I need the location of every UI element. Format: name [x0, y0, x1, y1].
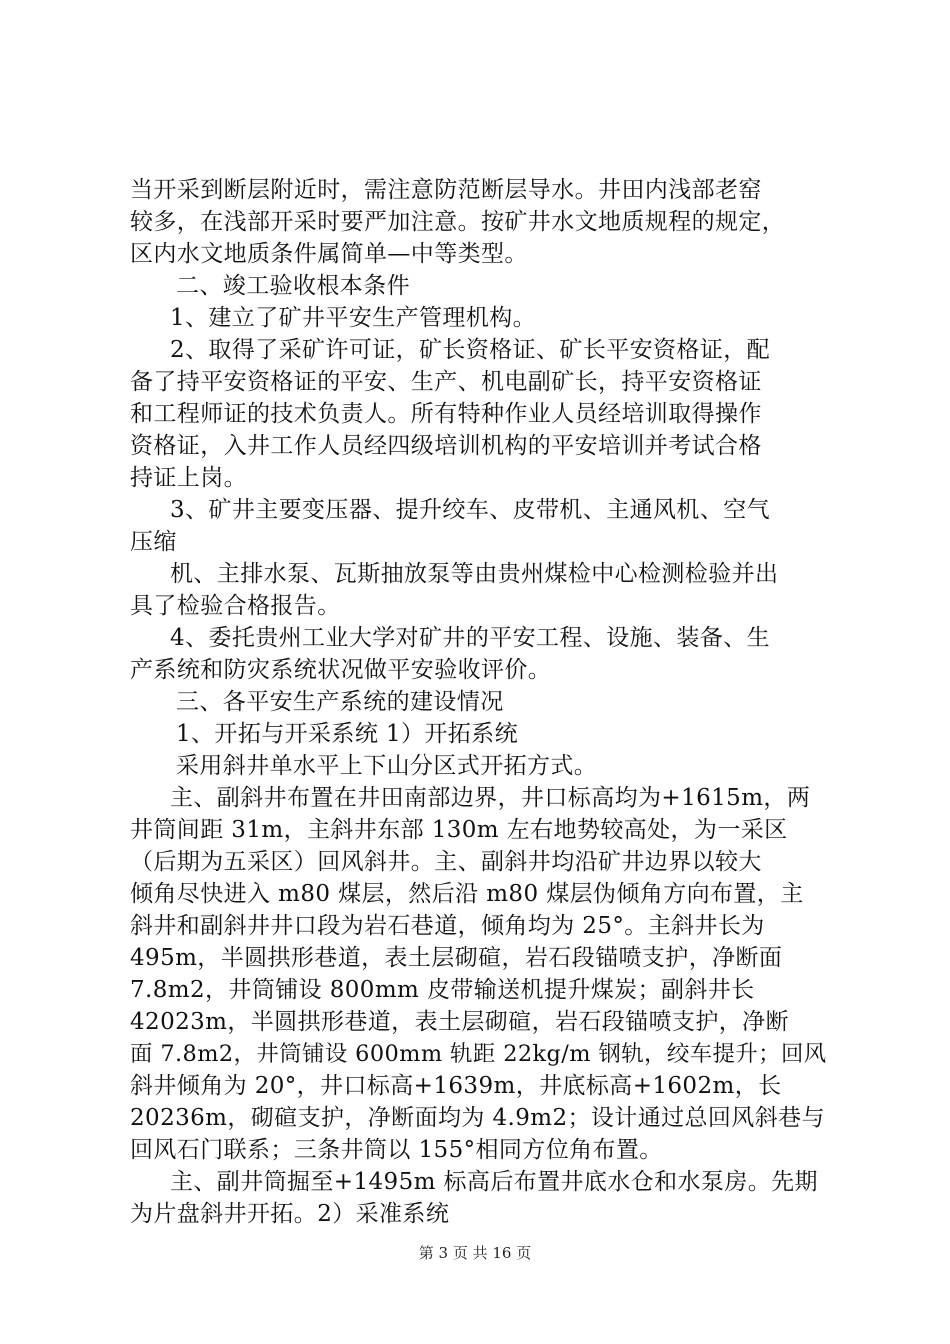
text-line: 压缩 [130, 529, 177, 555]
text-line: 斜井倾角为 20°，井口标高+1639m，井底标高+1602m，长 [130, 1073, 782, 1099]
text-line: 4、委托贵州工业大学对矿井的平安工程、设施、装备、生 [170, 625, 771, 651]
text-line: 和工程师证的技术负责人。所有特种作业人员经培训取得操作 [130, 401, 762, 427]
text-line: 面 7.8m2，井筒铺设 600mm 轨距 22kg/m 钢轨，绞车提升；回风 [130, 1041, 827, 1067]
text-line: 3、矿井主要变压器、提升绞车、皮带机、主通风机、空气 [170, 497, 771, 523]
section-heading: 二、竣工验收根本条件 [176, 273, 410, 299]
text-line: 采用斜井单水平上下山分区式开拓方式。 [176, 753, 598, 779]
text-line: 产系统和防灾系统状况做平安验收评价。 [130, 657, 552, 683]
text-line: 1、建立了矿井平安生产管理机构。 [170, 305, 537, 331]
text-line: 井筒间距 31m，主斜井东部 130m 左右地势较高处，为一采区 [130, 817, 788, 843]
text-line: 较多，在浅部开采时要严加注意。按矿井水文地质规程的规定， [130, 209, 786, 235]
text-line: 42023m，半圆拱形巷道，表土层砌碹，岩石段锚喷支护，净断 [130, 1009, 789, 1035]
text-line: 倾角尽快进入 m80 煤层，然后沿 m80 煤层伪倾角方向布置，主 [130, 881, 804, 907]
text-line: 主、副井筒掘至+1495m 标高后布置井底水仓和水泵房。先期 [170, 1169, 818, 1195]
page-footer: 第 3 页 共 16 页 [418, 1244, 532, 1262]
text-line: 7.8m2，井筒铺设 800mm 皮带输送机提升煤炭；副斜井长 [130, 977, 755, 1003]
text-line: 资格证，入井工作人员经四级培训机构的平安培训并考试合格 [130, 433, 762, 459]
text-line: 具了检验合格报告。 [130, 593, 341, 619]
text-line: 495m，半圆拱形巷道，表土层砌碹，岩石段锚喷支护，净断面 [130, 945, 783, 971]
text-line: （后期为五采区）回风斜井。主、副斜井均沿矿井边界以较大 [130, 849, 762, 875]
text-line: 当开采到断层附近时，需注意防范断层导水。井田内浅部老窑 [130, 177, 762, 203]
text-line: 1、开拓与开采系统 1）开拓系统 [176, 721, 518, 747]
text-line: 区内水文地质条件属简单—中等类型。 [130, 241, 528, 267]
body-text [130, 174, 830, 1230]
text-line: 2、取得了采矿许可证，矿长资格证、矿长平安资格证，配 [170, 337, 771, 363]
section-heading: 三、各平安生产系统的建设情况 [176, 689, 504, 715]
text-line: 为片盘斜井开拓。2）采准系统 [130, 1201, 450, 1227]
text-line: 持证上岗。 [130, 465, 247, 491]
text-line: 斜井和副斜井井口段为岩石巷道，倾角均为 25°。主斜井长为 [130, 913, 765, 939]
text-line: 回风石门联系；三条井筒以 155°相同方位角布置。 [130, 1137, 663, 1163]
text-line: 20236m，砌碹支护，净断面均为 4.9m2；设计通过总回风斜巷与 [130, 1105, 825, 1131]
text-line: 主、副斜井布置在井田南部边界，井口标高均为+1615m，两 [170, 785, 811, 811]
text-line: 备了持平安资格证的平安、生产、机电副矿长，持平安资格证 [130, 369, 762, 395]
text-line: 机、主排水泵、瓦斯抽放泵等由贵州煤检中心检测检验并出 [170, 561, 779, 587]
